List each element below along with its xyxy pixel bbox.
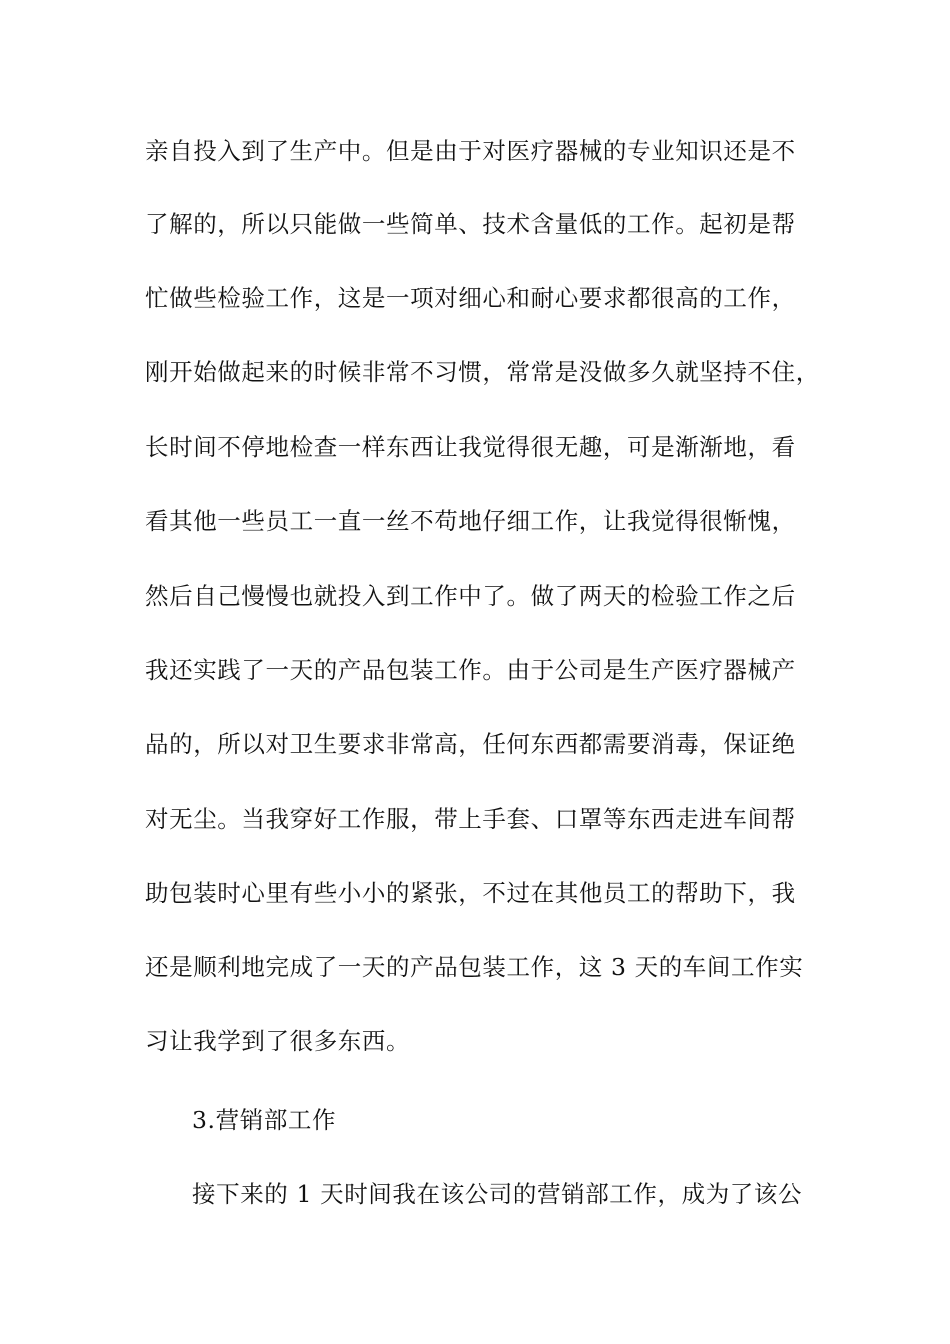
- body-line-5: 长时间不停地检查一样东西让我觉得很无趣，可是渐渐地，看: [145, 433, 796, 461]
- body-line-4: 刚开始做起来的时候非常不习惯，常常是没做多久就坚持不住，: [145, 358, 820, 386]
- body-line-3: 忙做些检验工作，这是一项对细心和耐心要求都很高的工作，: [145, 284, 796, 312]
- body-line-9: 品的，所以对卫生要求非常高，任何东西都需要消毒，保证绝: [145, 730, 796, 758]
- body-line-10: 对无尘。当我穿好工作服，带上手套、口罩等东西走进车间帮: [145, 805, 796, 833]
- body-line-13: 习让我学到了很多东西。: [145, 1027, 411, 1055]
- body-line-1: 亲自投入到了生产中。但是由于对医疗器械的专业知识还是不: [145, 137, 796, 165]
- body-line-12: 还是顺利地完成了一天的产品包装工作，这 3 天的车间工作实: [145, 953, 804, 981]
- body-line-2: 了解的，所以只能做一些简单、技术含量低的工作。起初是帮: [145, 210, 796, 238]
- body-line-7: 然后自己慢慢也就投入到工作中了。做了两天的检验工作之后: [145, 582, 796, 610]
- body-line-8: 我还实践了一天的产品包装工作。由于公司是生产医疗器械产: [145, 656, 796, 684]
- next-paragraph-line: 接下来的 1 天时间我在该公司的营销部工作，成为了该公: [192, 1180, 803, 1208]
- body-line-6: 看其他一些员工一直一丝不苟地仔细工作，让我觉得很惭愧，: [145, 507, 796, 535]
- section-heading: 3.营销部工作: [192, 1106, 337, 1134]
- body-line-11: 助包装时心里有些小小的紧张，不过在其他员工的帮助下，我: [145, 879, 796, 907]
